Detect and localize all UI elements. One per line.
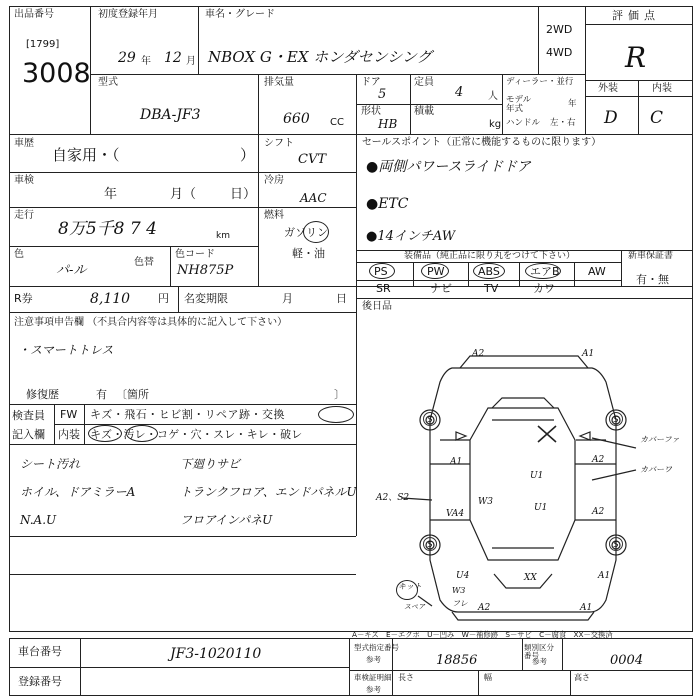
shape-value: HB [378, 117, 398, 131]
diagram-note-right: カバーファ [640, 435, 680, 444]
notes-label: 注意事項申告欄 （不具合内容等は具体的に記入して下さい） [14, 317, 288, 328]
diagram-note-right: カバーワ [640, 465, 672, 474]
history-label: 車歴 [14, 138, 34, 149]
diagram-mark: A2 [592, 507, 605, 517]
capacity-value: 4 [455, 85, 464, 100]
model-label: 型式 [98, 77, 118, 88]
exterior-label: 外装 [598, 83, 618, 94]
lot-label: 出品番号 [14, 9, 54, 20]
diagram-mark: U1 [530, 471, 544, 481]
diagram-note-left: A2、S2 [376, 493, 410, 503]
remark-left: シート汚れ [20, 457, 81, 471]
divider [349, 638, 350, 696]
fw-label: FW [60, 408, 78, 421]
sales-point-item: ●ETC [366, 196, 409, 212]
fw-items: キズ・飛石・ヒビ割・リペア跡・交換 [90, 408, 286, 421]
remark-right: 下廻りサビ [180, 457, 241, 471]
model-year-unit: 年 [568, 99, 577, 109]
diagram-mark: A2 [478, 603, 491, 613]
repair-part: 〔箇所 [116, 388, 149, 401]
recycle-label: R券 [14, 292, 33, 305]
chassis-value: JF3-1020110 [170, 646, 262, 662]
dealer-label: ディーラー・並行 [506, 77, 574, 87]
damage-marker: S [423, 412, 437, 426]
diagram-mark: A1 [450, 457, 463, 467]
repair-close: 〕 [334, 388, 345, 401]
history-close: ） [240, 146, 256, 164]
drive-2wd: 2WD [546, 23, 573, 36]
color-code-label: 色コード [175, 249, 215, 260]
mileage-label: 走行 [14, 210, 34, 221]
shift-label: シフト [264, 138, 294, 149]
drive-4wd: 4WD [546, 46, 573, 59]
model-cert-sub: 参考 [366, 655, 381, 664]
interior-label: 内装 [652, 83, 672, 94]
inspection-year: 年 [104, 187, 118, 202]
recycle-value: 8,110 [90, 291, 131, 307]
remark-right: フロアインパネU [180, 513, 273, 527]
sales-points-label: セールスポイント（正常に機能するものに限ります） [362, 137, 602, 148]
diagram-mark: XX [524, 573, 537, 583]
car-grade-value: NBOX G・EX ホンダセンシング [208, 48, 432, 66]
remark-left: ホイル、ドアミラーA [20, 485, 136, 499]
interior-value: C [650, 108, 664, 128]
displacement-label: 排気量 [264, 77, 294, 88]
chassis-label: 車台番号 [18, 645, 62, 658]
spare-kit-label: キット [398, 582, 422, 591]
first-reg-month-unit: 月 [186, 56, 196, 67]
fuel-diesel: 軽・油 [292, 247, 325, 260]
spare-kit-circle [396, 580, 418, 600]
dims-width: 幅 [484, 673, 492, 682]
damage-marker: S [423, 537, 437, 551]
after-date-label: 後日品 [362, 301, 392, 312]
in-label: 内装 [58, 428, 80, 441]
doors-value: 5 [378, 87, 387, 102]
mileage-value: 8万5千8 7 4 [58, 219, 157, 239]
car-grade-label: 車名・グレード [205, 9, 275, 20]
shape-label: 形状 [361, 106, 381, 117]
warranty-label: 新車保証書 [628, 251, 674, 261]
equip-tv: TV [484, 282, 499, 295]
damage-legend: A－キズ E－エクボ U－凹み W－補修跡 S－サビ C－腐食 XX－交換済 [352, 630, 613, 639]
lot-small: [1799] [26, 39, 60, 50]
diagram-note: フレ [452, 599, 468, 608]
capacity-unit: 人 [488, 91, 498, 102]
model-cert-value: 18856 [436, 653, 478, 668]
repair-has: 有 [96, 388, 107, 401]
inspector-label: 記入欄 [12, 428, 45, 441]
name-change-label: 名変期限 [184, 292, 228, 305]
class-sub: 参考 [532, 657, 547, 666]
equip-leather: カワ [533, 282, 555, 295]
fuel-gas: ガソリン [284, 226, 328, 239]
recycle-unit: 円 [158, 292, 169, 305]
name-change-day: 日 [336, 292, 347, 305]
diagram-mark: VA4 [446, 509, 465, 519]
first-reg-month: 12 [164, 50, 182, 66]
divider [522, 638, 523, 670]
diagram-mark: A2 [472, 349, 485, 359]
class-label: 類別区分番号 [524, 643, 554, 660]
fuel-label: 燃料 [264, 210, 284, 221]
diagram-mark: U1 [534, 503, 548, 513]
color-code-value: NH875P [177, 263, 234, 278]
in-items: キズ・汚レ・コゲ・穴・スレ・キレ・破レ [90, 428, 303, 441]
equip-sr: SR [376, 282, 391, 295]
score-label: 評価点 [612, 9, 660, 22]
dims-height: 高さ [574, 673, 590, 682]
notes-item: ・スマートトレス [18, 343, 114, 357]
exterior-value: D [604, 108, 618, 128]
handle-value: 左・右 [550, 118, 576, 128]
inspection-label: 車検 [14, 175, 34, 186]
capacity-label: 定員 [414, 77, 434, 88]
inspector-label: 検査員 [12, 409, 45, 422]
divider [80, 638, 81, 696]
ac-label: 冷房 [264, 175, 284, 186]
damage-marker: S [609, 537, 623, 551]
first-reg-year-unit: 年 [141, 56, 151, 67]
diagram-mark: W3 [478, 497, 493, 507]
diagram-note: W3 [452, 586, 466, 595]
inspection-day: 日） [230, 187, 257, 202]
color-value: パ-ル [56, 263, 87, 278]
equip-pw: PW [427, 265, 445, 278]
diagram-mark: A1 [580, 603, 593, 613]
model-value: DBA-JF3 [140, 107, 201, 123]
doors-label: ドア [361, 77, 381, 88]
model-year-label: モデル年式 [506, 95, 532, 114]
remark-right: トランクフロア、エンドパネルU [180, 485, 357, 499]
divider [570, 670, 571, 696]
divider [562, 638, 563, 670]
equip-airbag: エアB [530, 265, 560, 278]
ac-value: AAC [300, 191, 327, 205]
equip-navi: ナビ [430, 282, 452, 295]
warranty-value: 有・無 [636, 273, 669, 286]
equipment-label: 装備品（純正品に限り丸をつけて下さい） [404, 251, 576, 261]
repair-label: 修復歴 [26, 388, 59, 401]
equip-abs: ABS [478, 265, 500, 278]
model-cert-label: 型式指定番号 [354, 643, 399, 652]
diagram-mark: A1 [582, 349, 595, 359]
dims-label: 車検証明細 [354, 673, 392, 682]
first-reg-year: 29 [118, 50, 136, 66]
diagram-mark: U4 [456, 571, 470, 581]
registration-label: 登録番号 [18, 675, 62, 688]
history-value: 自家用・（ [52, 146, 120, 164]
dims-length: 長さ [398, 673, 414, 682]
displacement-value: 660 [283, 111, 310, 127]
spare-kit-label: スペア [404, 603, 425, 611]
divider [9, 667, 349, 668]
mileage-unit: km [216, 231, 230, 241]
equip-aw: AW [588, 265, 606, 278]
load-label: 積載 [414, 106, 434, 117]
load-unit: kg [489, 119, 502, 130]
score-value: R [625, 41, 647, 74]
sales-point-item: ●両側パワースライドドア [366, 159, 531, 175]
equip-ps: PS [374, 265, 388, 278]
divider [478, 670, 479, 696]
color-label: 色 [14, 249, 24, 260]
dims-sub: 参考 [366, 685, 381, 694]
shift-value: CVT [298, 152, 327, 167]
name-change-month: 月 [282, 292, 293, 305]
displacement-unit: CC [330, 117, 344, 128]
first-reg-label: 初度登録年月 [98, 9, 158, 20]
diagram-mark: A1 [598, 571, 611, 581]
handle-label: ハンドル [506, 118, 541, 128]
lot-number: 3008 [22, 58, 91, 89]
remark-left: N.A.U [20, 513, 57, 527]
sales-point-item: ●14インチAW [366, 229, 456, 244]
diagram-mark: A2 [592, 455, 605, 465]
repaint-label: 色替 [134, 257, 154, 268]
damage-marker: S [609, 412, 623, 426]
divider [349, 670, 693, 671]
inspection-month: 月（ [170, 187, 197, 202]
class-value: 0004 [610, 653, 644, 668]
